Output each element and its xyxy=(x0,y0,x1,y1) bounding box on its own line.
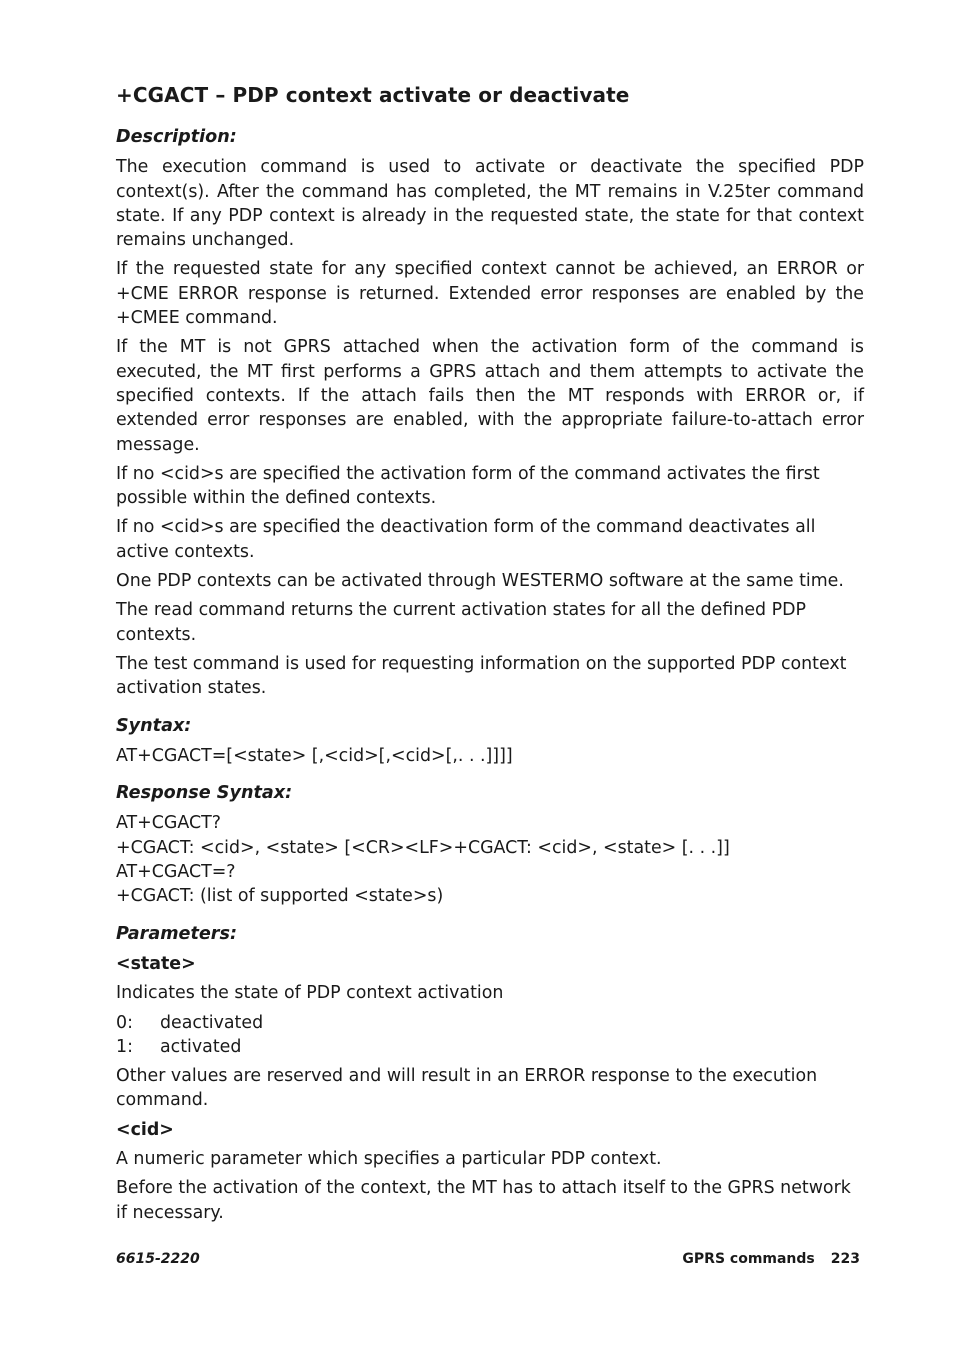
state-value-row xyxy=(116,1035,864,1059)
param-cid-name: <cid> xyxy=(116,1119,174,1140)
param-state-note: Other values are reserved and will result in an ERROR response to the execution command. xyxy=(116,1066,818,1111)
state-value-row xyxy=(116,1011,864,1035)
page-number: 223 xyxy=(830,1251,860,1267)
footer-right xyxy=(682,1251,860,1267)
description-paragraph: If the MT is not GPRS attached when the activation form of the command is executed, the MT first performs a GPRS attach and them attempts to activate the specified contexts. If the attach fails then the MT responds with ERROR or, if extended error responses are enabled, with the appropriate failure-to-attach error message. xyxy=(116,337,864,455)
command-heading: +CGACT – PDP context activate or deactivate xyxy=(116,83,630,107)
param-state-description: Indicates the state of PDP context activation xyxy=(116,983,504,1004)
state-value-key: 0: xyxy=(116,1012,133,1033)
description-title: Description: xyxy=(116,127,237,147)
response-syntax-line: +CGACT: (list of supported <state>s) xyxy=(116,886,444,907)
content xyxy=(116,125,864,1230)
page-footer xyxy=(116,1251,860,1267)
state-value-label: deactivated xyxy=(160,1012,264,1033)
syntax-title: Syntax: xyxy=(116,715,192,736)
description-paragraph: If no <cid>s are specified the activation form of the command activates the first possible within the defined contexts. xyxy=(116,463,820,509)
state-value-label: activated xyxy=(160,1036,242,1057)
syntax-line: AT+CGACT=[<state> [,<cid>[,<cid>[,. . .]]]] xyxy=(116,745,513,766)
param-cid-note: Before the activation of the context, the MT has to attach itself to the GPRS network if necessary. xyxy=(116,1178,851,1223)
document-number: 6615-2220 xyxy=(116,1251,200,1267)
response-syntax-line: AT+CGACT? xyxy=(116,813,221,834)
state-values-list xyxy=(116,1011,864,1060)
param-state-name: <state> xyxy=(116,953,196,974)
section-name: GPRS commands xyxy=(682,1251,815,1267)
response-syntax-line: +CGACT: <cid>, <state> [<CR><LF>+CGACT: <cid>, <state> [. . .]] xyxy=(116,837,730,858)
parameters-title: Parameters: xyxy=(116,923,237,944)
param-cid-description: A numeric parameter which specifies a particular PDP context. xyxy=(116,1148,662,1169)
response-syntax-line: AT+CGACT=? xyxy=(116,862,236,883)
state-value-key: 1: xyxy=(116,1036,133,1057)
description-paragraph: The test command is used for requesting information on the supported PDP context activation states. xyxy=(116,653,847,699)
description-paragraph: One PDP contexts can be activated through WESTERMO software at the same time. xyxy=(116,571,844,592)
description-paragraph: If no <cid>s are specified the deactivation form of the command deactivates all active contexts. xyxy=(116,517,816,562)
response-syntax-block xyxy=(116,811,864,908)
description-paragraph: The read command returns the current activation states for all the defined PDP contexts. xyxy=(116,600,806,645)
description-paragraph: If the requested state for any specified context cannot be achieved, an ERROR or +CME ERROR response is returned. Extended error responses are enabled by the +CMEE command. xyxy=(116,259,864,329)
response-syntax-title: Response Syntax: xyxy=(116,783,293,804)
description-paragraph: The execution command is used to activate or deactivate the specified PDP context(s). After the command has completed, the MT remains in V.25ter command state. If any PDP context is already in the requested state, the state for that context remains unchanged. xyxy=(116,157,864,251)
